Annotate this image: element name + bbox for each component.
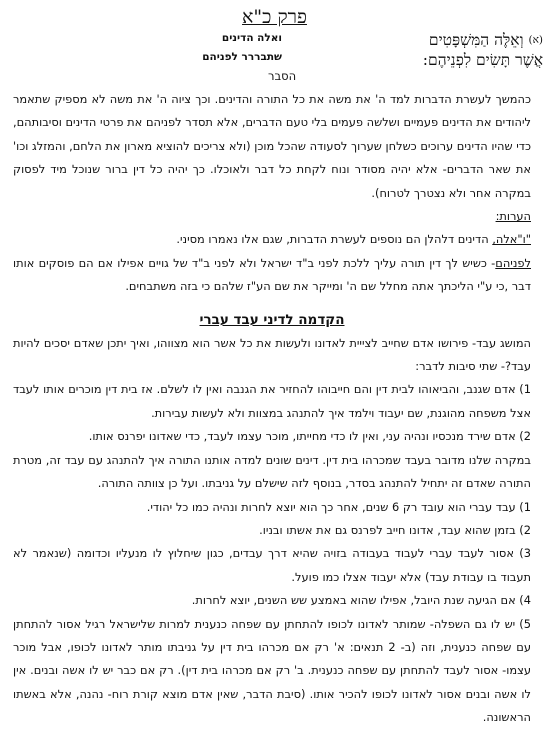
verse-number: (א) (528, 34, 543, 46)
note-2-text: - כשיש לך דין תורה עליך ללכת לפני ב"ד ישראל ולא לפני ב"ד של גויים אפילו אם הם פוסקים אותו דבר ,כי ע"י הליכתך אתה מחלל שם ה' ומייקר את שם הע"ז שלהם כי בזה משתבחים. (13, 255, 531, 294)
main-content (13, 88, 531, 730)
case-paragraph: במקרה שלנו מדובר בעבד שמכרהו בית דין. דינים שונים למדה אותנו התורה איך להתנהג עם עבד זה, מטרת התורה שאדם זה יתחיל להתנהג בסדר, בנוסף לזה שישלם על גניבתו. ועל כן צוותה התורה. (13, 452, 531, 491)
rule-item-1: 1) עבד עברי הוא עובד רק 6 שנים, אחר כך הוא יוצא לחרות ונהיה כמו כל יהודי. (146, 499, 531, 514)
gloss-line-1: ואלה הדינים (221, 32, 282, 44)
rule-item-3: 3) אסור לעבד עברי לעבוד בעבודה בזויה שהיא דרך עבדים, כגון שיחלוץ לו מנעליו וכדומה (שנאמר לא תעבוד בו עבודת עבד) אלא יעבוד אצלו כמו פועל. (13, 546, 531, 584)
note-2-term: לפניהם (495, 255, 531, 270)
gloss-block (172, 29, 282, 67)
note-1-term: "ו"אלה, (492, 232, 531, 247)
gloss-line-2: שתבררר לפניהם (202, 51, 282, 63)
rule-item-5: 5) יש לו גם השפלה- שמותר לאדונו לכופו להתחתן עם שפחה כנענית למרות שלישראל רגיל אסור להתחתן עם שפחה כנענית, וזה (ב- 2 תנאים: א' רק אם מכרהו בית דין על גניבתו מותר לאדונו לכופו, אבל מוכר עצמו- אסור לעבד להתחתן עם שפחה כנענית. ב' רק אם מכרהו בית דין). רק אם כבר יש לו אשה ובנים. אין לו אשה ובנים אסור לאדונו לכופו להכיר אותו. (סיבת הדבר, שאין אדם מוצא קורת רוח- נהנה, אלא באשתו הראשונה. (13, 616, 532, 725)
note-1 (13, 228, 531, 251)
explanation-paragraph: כהמשך לעשרת הדברות למד ה' את משה את כל התורה והדינים. וכך ציוה ה' את משה לא מספיק שתאמר ליהודים את הדינים פעמיים ושלשה פעמים בלי טעם הדברים, אלא תסדר לפניהם את פרטי הדינים וסיבותהם, כדי שהיו הדינים ערוכים כשלחן שערוך לסעודה שהכל מוכן (ולא צריכים להוציא מארון את הלחם, והמזלג וכו' את שאר הדברים- אלא יהיה מסודר ונוח לקחת כל דבר ולאוכלו. כך יהיה כל דין ברור שנוכל מיד לפסוק במקרה אחר ולא נצטרך לטרוח). (13, 92, 531, 200)
verse-block (383, 30, 543, 70)
rule-item-4: 4) אם הגיעה שנת היובל, אפילו שהוא באמצע שש השנים, יוצא לחרות. (191, 593, 531, 608)
reason-2: 2) אדם שירד מנכסיו ונהיה עני, ואין לו כדי מחייתו, מוכר עצמו לעבד, כדי שאדונו יפרנס אותו. (88, 429, 531, 444)
note-2 (13, 252, 531, 299)
verse-text-1: וְאֵלֶּה הַמִּשְׁפָּטִים (428, 31, 524, 49)
chapter-title: פרק כ"א (242, 6, 307, 28)
explanation-label: הסבר (268, 69, 297, 83)
section-title: הקדמה לדיני עבד עברי (199, 311, 345, 328)
verse-line-1 (383, 30, 543, 50)
rule-item-2: 2) בזמן שהוא עבד, אדונו חייב לפרנס גם את אשתו ובניו. (259, 522, 531, 537)
verse-line-2: אֲשֶׁר תָּשִׂים לִפְנֵיהֶם: (422, 51, 543, 69)
section-intro: המושג עבד- פירושו אדם שחייב לצייית לאדונו ולעשות את כל אשר הוא מצווהו, ואיך יתכן שאדם יסכים להיות עבד?- שתי סיבות לדבר: (13, 335, 531, 374)
reason-1: 1) אדם שגנב, והביאוהו לבית דין והם חייבוהו להחזיר את הגנבה ואין לו לשלם. אז בית דין מוכרים אותו לעבד אצל משפחה מהוגנת, שם יעבוד וילמד איך להתנהג במצוות ולא לעשות עבירות. (13, 382, 531, 420)
note-1-text: הדינים דלהלן הם נוספים לעשרת הדברות, שגם אלו נאמרו מסיני. (176, 232, 493, 247)
notes-heading: הערות: (495, 209, 531, 224)
